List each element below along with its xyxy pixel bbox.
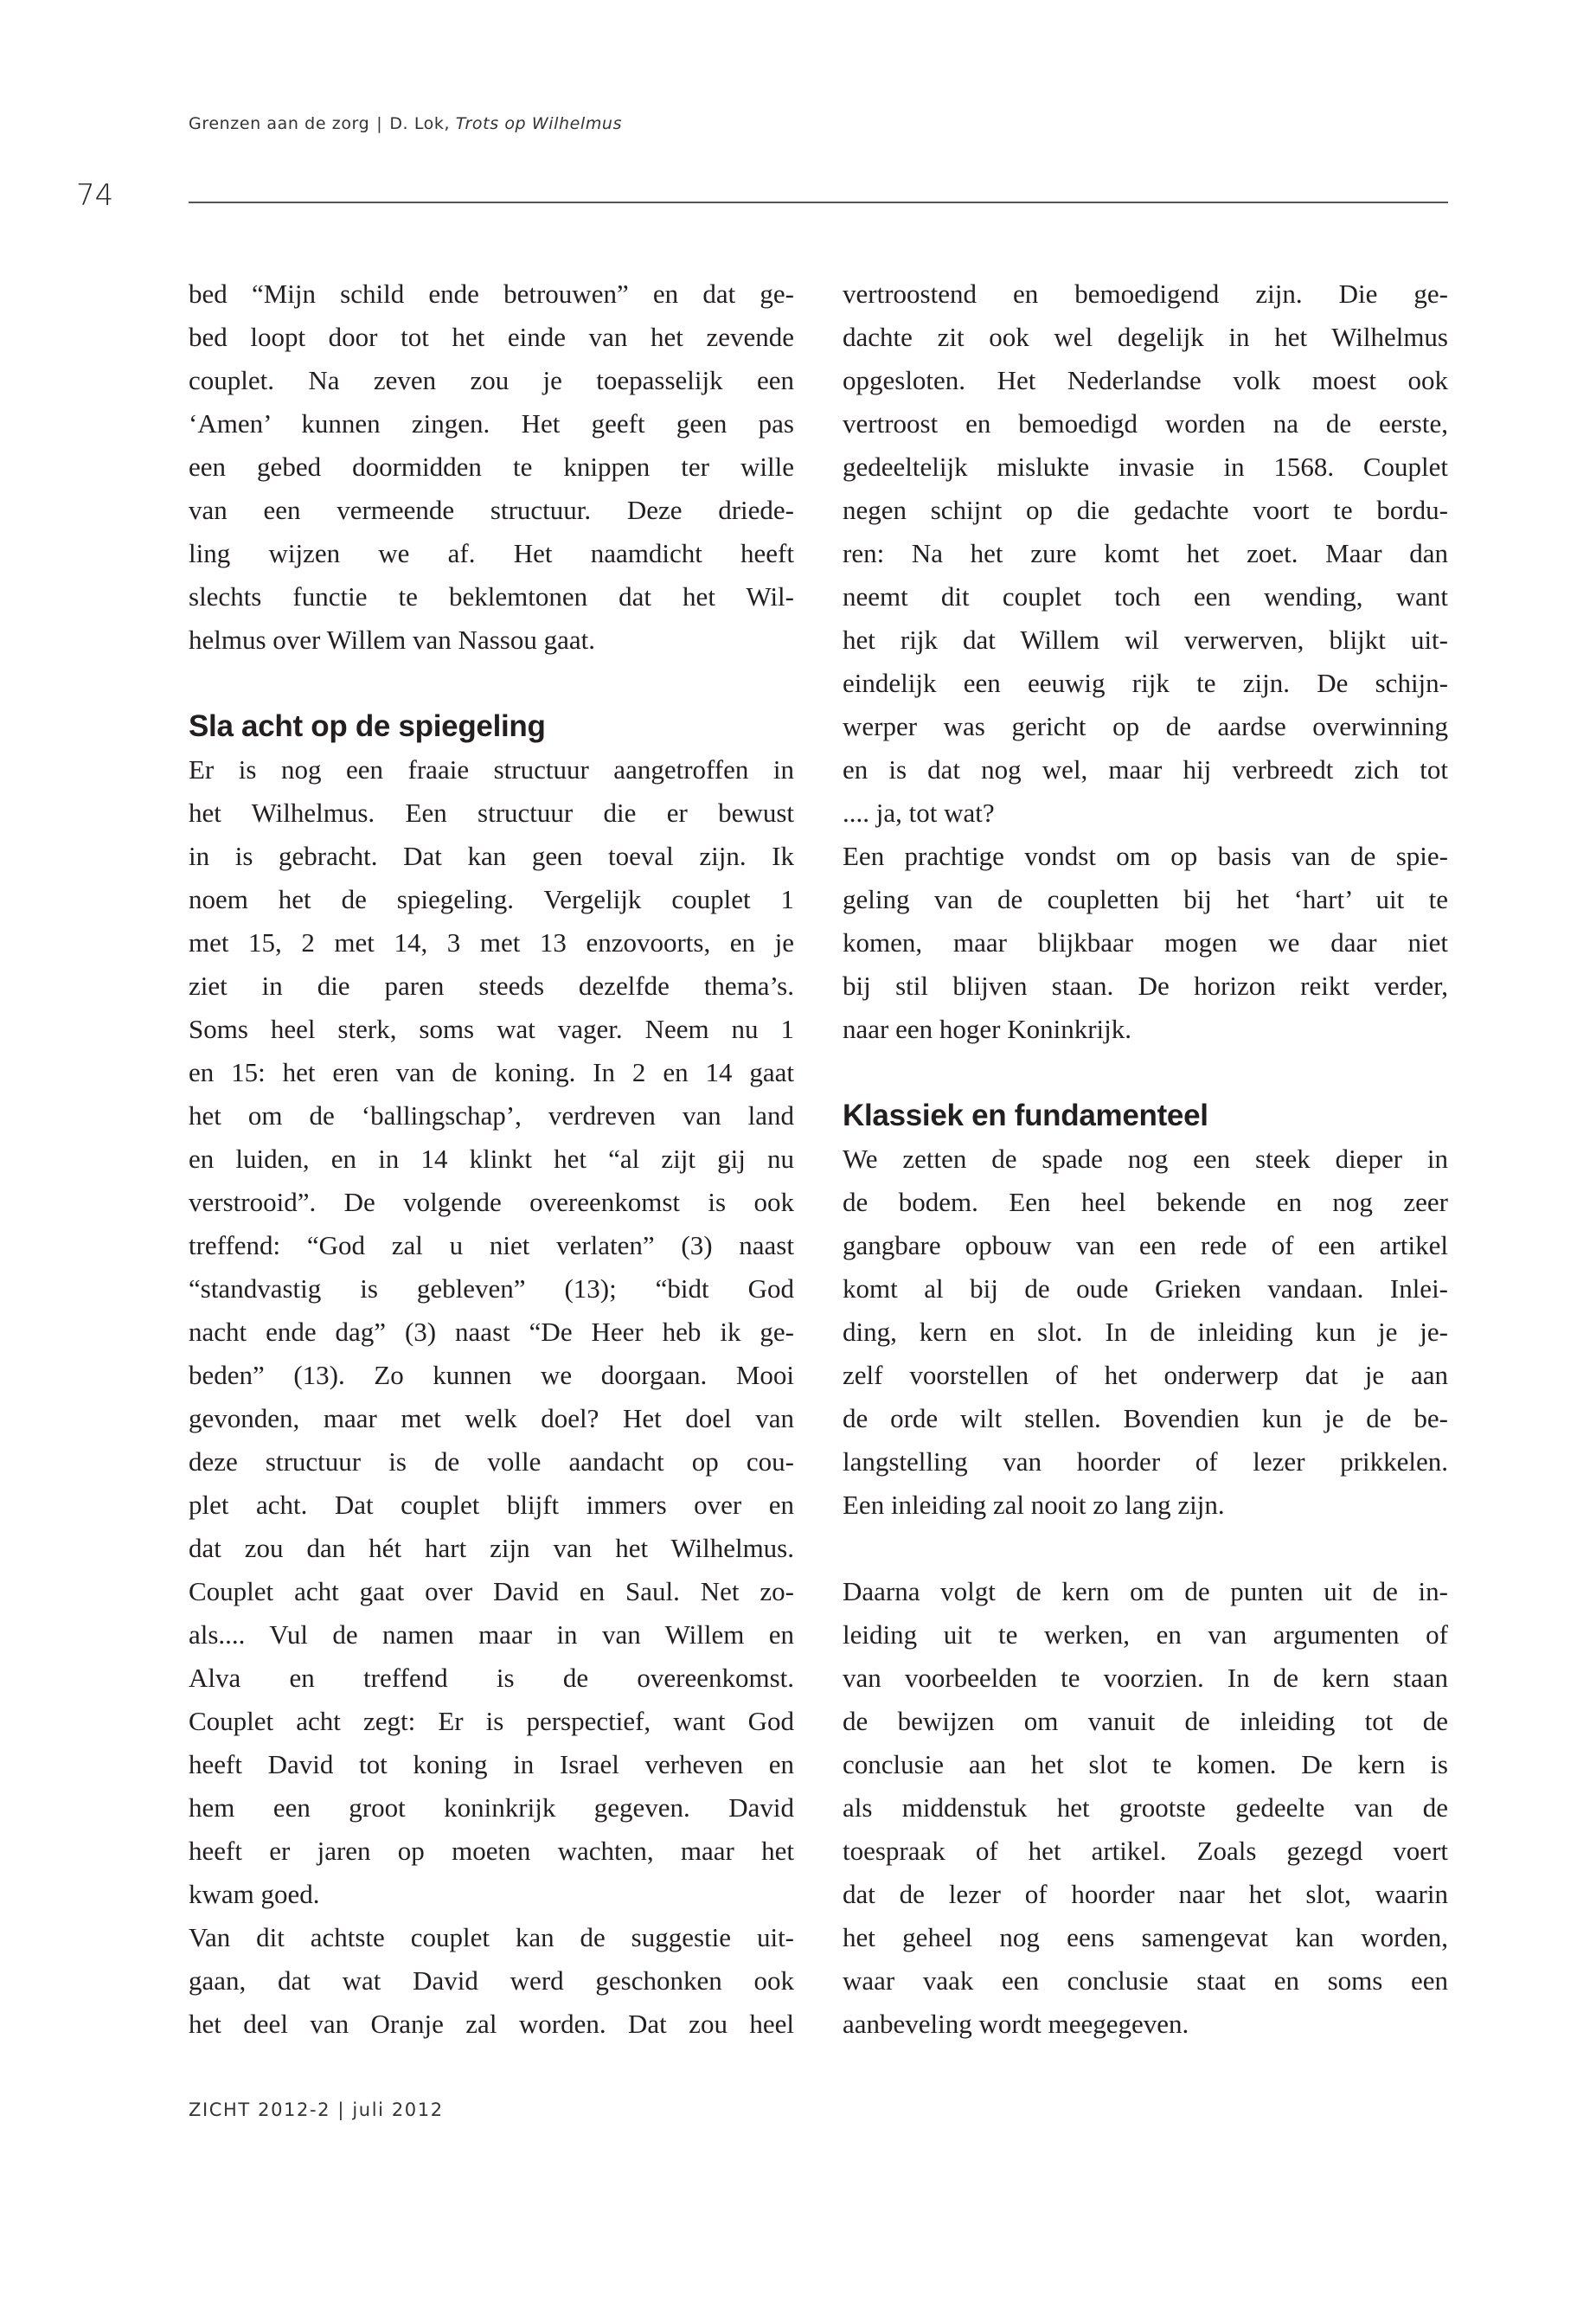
text-line: treffend: “God zal u niet verlaten” (3) naast — [189, 1230, 794, 1260]
text-line: deze structuur is de volle aandacht op cou- — [189, 1446, 794, 1477]
text-line: een gebed doormidden te knippen ter wille — [189, 452, 794, 482]
text-line: beden” (13). Zo kunnen we doorgaan. Mooi — [189, 1360, 794, 1390]
text-line: in is gebracht. Dat kan geen toeval zijn. Ik — [189, 841, 794, 871]
text-line: negen schijnt op die gedachte voort te bordu- — [843, 495, 1448, 525]
text-line: het geheel nog eens samengevat kan worden, — [843, 1922, 1448, 1952]
text-line: toespraak of het artikel. Zoals gezegd voert — [843, 1836, 1448, 1866]
text-line: de orde wilt stellen. Bovendien kun je de be- — [843, 1403, 1448, 1433]
text-line: gedeeltelijk mislukte invasie in 1568. Couplet — [843, 452, 1448, 482]
text-line: ziet in die paren steeds dezelfde thema’s. — [189, 971, 794, 1001]
text-line: slechts functie te beklemtonen dat het Wil- — [189, 581, 794, 612]
text-line: de bewijzen om vanuit de inleiding tot de — [843, 1706, 1448, 1736]
text-line: Van dit achtste couplet kan de suggestie uit- — [189, 1922, 794, 1952]
text-line: dat zou dan hét hart zijn van het Wilhelmus. — [189, 1533, 794, 1563]
text-line: Een inleiding zal nooit zo lang zijn. — [843, 1490, 1225, 1520]
paragraph — [189, 748, 794, 1916]
text-line: .... ja, tot wat? — [843, 798, 995, 828]
running-head-title: Trots op Wilhelmus — [455, 114, 623, 133]
running-head-section: Grenzen aan de zorg — [189, 114, 370, 133]
column-right — [843, 272, 1448, 2046]
text-line: “standvastig is gebleven” (13); “bidt God — [189, 1273, 794, 1304]
text-line: neemt dit couplet toch een wending, want — [843, 581, 1448, 612]
text-line: dat de lezer of hoorder naar het slot, waarin — [843, 1879, 1448, 1909]
paragraph — [843, 1570, 1448, 2046]
text-line: We zetten de spade nog een steek dieper in — [843, 1144, 1448, 1174]
text-line: geling van de coupletten bij het ‘hart’ uit te — [843, 884, 1448, 914]
text-line: bij stil blijven staan. De horizon reikt verder, — [843, 971, 1448, 1001]
text-line: bed loopt door tot het einde van het zevende — [189, 322, 794, 352]
text-line: en luiden, en in 14 klinkt het “al zijt gij nu — [189, 1144, 794, 1174]
text-line: eindelijk een eeuwig rijk te zijn. De schijn- — [843, 668, 1448, 698]
paragraph — [189, 1916, 794, 2046]
text-line: naar een hoger Koninkrijk. — [843, 1014, 1131, 1044]
text-line: conclusie aan het slot te komen. De kern is — [843, 1749, 1448, 1779]
text-line: het rijk dat Willem wil verwerven, blijkt uit- — [843, 625, 1448, 655]
text-line: het Wilhelmus. Een structuur die er bewust — [189, 798, 794, 828]
text-line: komt al bij de oude Grieken vandaan. Inlei- — [843, 1273, 1448, 1304]
text-line: vertroost en bemoedigd worden na de eerste, — [843, 408, 1448, 439]
text-line: Soms heel sterk, soms wat vager. Neem nu 1 — [189, 1014, 794, 1044]
text-line: en 15: het eren van de koning. In 2 en 14 gaat — [189, 1057, 794, 1087]
text-line: noem het de spiegeling. Vergelijk couplet 1 — [189, 884, 794, 914]
text-line: ‘Amen’ kunnen zingen. Het geeft geen pas — [189, 408, 794, 439]
text-line: het om de ‘ballingschap’, verdreven van land — [189, 1100, 794, 1131]
text-line: couplet. Na zeven zou je toepasselijk een — [189, 365, 794, 395]
running-head-author: D. Lok, — [389, 114, 451, 133]
text-line: heeft David tot koning in Israel verheven en — [189, 1749, 794, 1779]
text-line: hem een groot koninkrijk gegeven. David — [189, 1792, 794, 1823]
header-rule — [189, 202, 1448, 203]
text-line: zelf voorstellen of het onderwerp dat je aan — [843, 1360, 1448, 1390]
text-line: gangbare opbouw van een rede of een artikel — [843, 1230, 1448, 1260]
text-line: de bodem. Een heel bekende en nog zeer — [843, 1187, 1448, 1217]
text-line: als middenstuk het grootste gedeelte van de — [843, 1792, 1448, 1823]
text-line: Couplet acht gaat over David en Saul. Net zo- — [189, 1576, 794, 1606]
text-line: Een prachtige vondst om op basis van de spie- — [843, 841, 1448, 871]
text-line: en is dat nog wel, maar hij verbreedt zich tot — [843, 754, 1448, 785]
text-line: werper was gericht op de aardse overwinning — [843, 711, 1448, 741]
text-line: met 15, 2 met 14, 3 met 13 enzovoorts, en je — [189, 927, 794, 958]
footer-issue: ZICHT 2012-2 | juli 2012 — [189, 2099, 444, 2120]
text-line: ding, kern en slot. In de inleiding kun je je- — [843, 1317, 1448, 1347]
text-line: waar vaak een conclusie staat en soms een — [843, 1965, 1448, 1996]
text-line: ren: Na het zure komt het zoet. Maar dan — [843, 538, 1448, 568]
text-line: gevonden, maar met welk doel? Het doel van — [189, 1403, 794, 1433]
paragraph — [843, 272, 1448, 835]
text-line: bed “Mijn schild ende betrouwen” en dat ge- — [189, 279, 794, 309]
text-line: verstrooid”. De volgende overeenkomst is ook — [189, 1187, 794, 1217]
text-line: kwam goed. — [189, 1879, 320, 1909]
column-left — [189, 272, 794, 2046]
text-line: komen, maar blijkbaar mogen we daar niet — [843, 927, 1448, 958]
text-line: opgesloten. Het Nederlandse volk moest ook — [843, 365, 1448, 395]
text-line: gaan, dat wat David werd geschonken ook — [189, 1965, 794, 1996]
text-line: van een vermeende structuur. Deze driede- — [189, 495, 794, 525]
running-head — [189, 114, 622, 133]
text-line: Er is nog een fraaie structuur aangetroffen in — [189, 754, 794, 785]
text-line: ling wijzen we af. Het naamdicht heeft — [189, 538, 794, 568]
section-heading: Klassiek en fundamenteel — [843, 1099, 1208, 1132]
text-line: nacht ende dag” (3) naast “De Heer heb ik ge- — [189, 1317, 794, 1347]
text-line: aanbeveling wordt meegegeven. — [843, 2009, 1189, 2039]
paragraph — [843, 835, 1448, 1051]
text-line: Daarna volgt de kern om de punten uit de in- — [843, 1576, 1448, 1606]
text-line: langstelling van hoorder of lezer prikkelen. — [843, 1446, 1448, 1477]
text-line: dachte zit ook wel degelijk in het Wilhelmus — [843, 322, 1448, 352]
paragraph — [189, 272, 794, 662]
text-line: Couplet acht zegt: Er is perspectief, want God — [189, 1706, 794, 1736]
page-number: 74 — [76, 178, 114, 213]
text-line: van voorbeelden te voorzien. In de kern staan — [843, 1663, 1448, 1693]
text-line: vertroostend en bemoedigend zijn. Die ge- — [843, 279, 1448, 309]
text-line: als.... Vul de namen maar in van Willem en — [189, 1619, 794, 1650]
paragraph — [843, 1138, 1448, 1527]
text-line: leiding uit te werken, en van argumenten of — [843, 1619, 1448, 1650]
text-line: heeft er jaren op moeten wachten, maar het — [189, 1836, 794, 1866]
section-heading: Sla acht op de spiegeling — [189, 709, 546, 743]
text-line: helmus over Willem van Nassou gaat. — [189, 625, 595, 655]
text-line: Alva en treffend is de overeenkomst. — [189, 1663, 794, 1693]
text-line: plet acht. Dat couplet blijft immers over en — [189, 1490, 794, 1520]
running-head-separator: | — [376, 114, 383, 133]
text-line: het deel van Oranje zal worden. Dat zou heel — [189, 2009, 794, 2039]
